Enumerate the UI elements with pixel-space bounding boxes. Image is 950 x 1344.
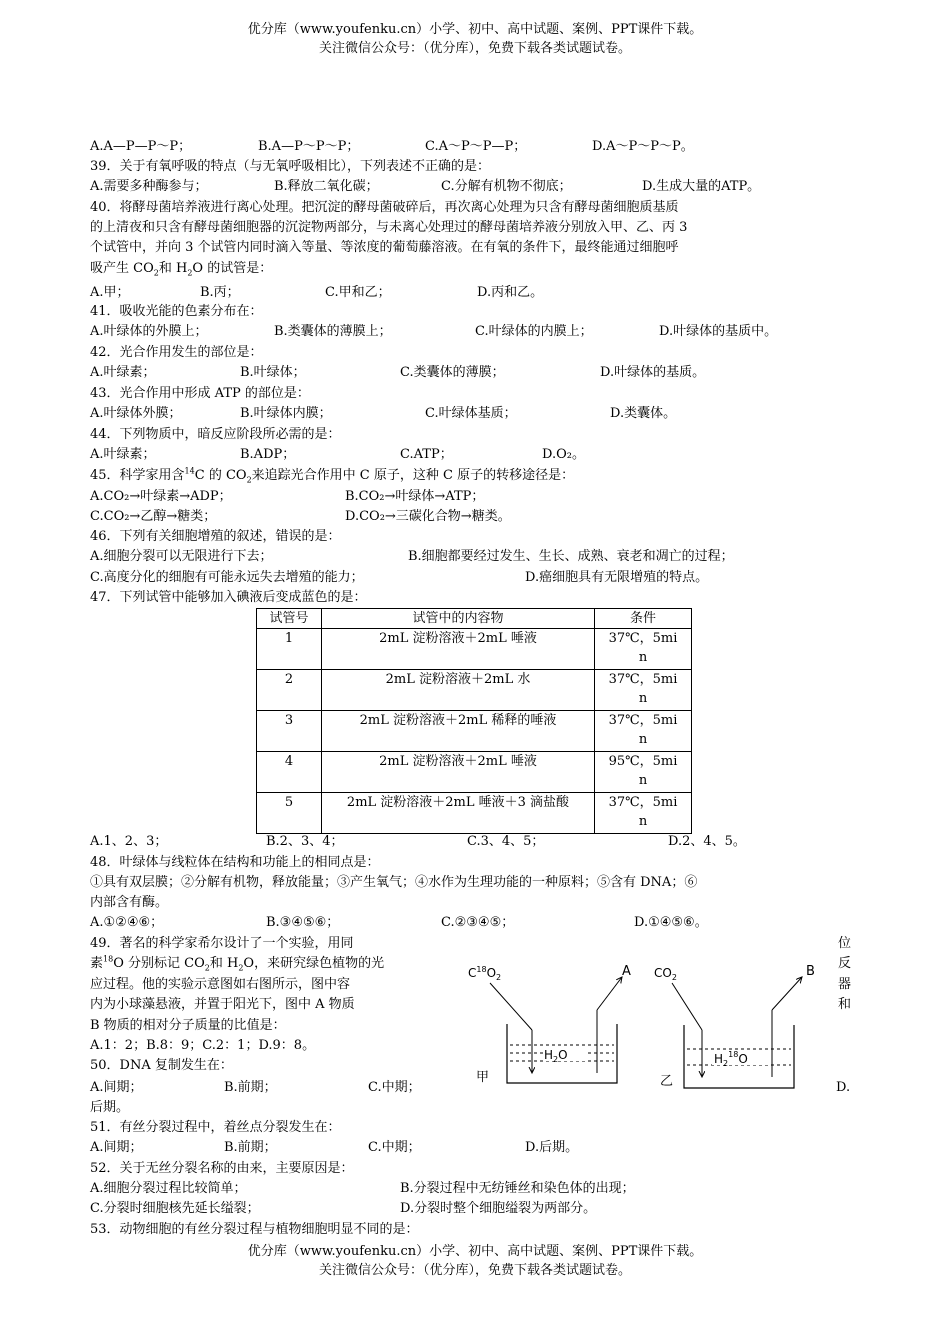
q45-option-c: C.CO₂→乙醇→糖类； [90,509,217,524]
q43-option-a: A.叶绿体外膜； [90,406,182,421]
q41-option-a: A.叶绿体的外膜上； [90,324,208,339]
q42-stem: 42．光合作用发生的部位是： [90,345,263,360]
tube-content: 2mL 淀粉溶液＋2mL 唾液＋3 滴盐酸 [322,793,595,834]
q44-option-c: C.ATP； [400,447,453,462]
condition-line-2: n [638,773,648,788]
q47-option-d: D.2、4、5。 [668,834,746,849]
condition-line-1: 37℃，5mi [608,713,678,728]
label-a: A [622,964,631,979]
q40-option-b: B.丙； [200,285,240,300]
q39-option-b: B.释放二氧化碳； [274,179,379,194]
table-row [257,752,692,793]
header-tube-no: 试管号 [257,609,322,629]
q46-option-c: C.高度分化的细胞有可能永远失去增殖的能力； [90,570,364,585]
condition-line-1: 37℃，5mi [608,672,678,687]
q42-option-d: D.叶绿体的基质。 [600,365,706,380]
q48-option-b: B.③④⑤⑥； [266,915,340,930]
q51-option-a: A.间期； [90,1140,143,1155]
q39-option-a: A.需要多种酶参与； [90,179,208,194]
q50-option-a: A.间期； [90,1080,143,1095]
table-row [257,793,692,834]
q49-options: A.1：2；B.8：9；C.2：1；D.9：8。 [90,1038,316,1053]
table-header-row [257,609,692,629]
tube-no: 4 [257,752,322,793]
tube-condition [595,629,692,670]
q51-stem: 51．有丝分裂过程中，着丝点分裂发生在： [90,1120,341,1135]
q46-option-a: A.细胞分裂可以无限进行下去； [90,549,273,564]
q45-stem: 45．科学家用含$^{14}$C 的 $CO_2$来追踪光合作用中 C 原子，这种 C 原子的转移途径是： [90,466,575,485]
q43-option-c: C.叶绿体基质； [425,406,517,421]
q52-option-c: C.分裂时细胞核先延长缢裂； [90,1201,260,1216]
h2o-label: $H_2O$ [544,1048,568,1064]
condition-line-2: n [638,814,648,829]
header-line-2: 关注微信公众号：（优分库），免费下载各类试题试卷。 [318,41,631,56]
q42-option-c: C.类囊体的薄膜； [400,365,505,380]
condition-line-2: n [638,650,648,665]
q45-option-d: D.CO₂→三碳化合物→糖类。 [345,509,511,524]
q43-option-b: B.叶绿体内膜； [240,406,332,421]
q38-option-c: C.A～P～P—P； [425,139,527,154]
header-condition: 条件 [595,609,692,629]
table-row [257,711,692,752]
q46-stem: 46．下列有关细胞增殖的叙述，错误的是： [90,529,341,544]
q38-option-d: D.A～P～P～P。 [592,139,694,154]
q41-stem: 41．吸收光能的色素分布在： [90,304,263,319]
q48-items-line-1: ①具有双层膜；②分解有机物，释放能量；③产生氧气；④水作为生理功能的一种原料；⑤含有 DNA；⑥ [90,875,698,890]
q43-stem: 43．光合作用中形成 ATP 的部位是： [90,386,310,401]
q49-side-char-3: 器 [838,977,852,992]
q49-stem-line-2: 素$^{18}$O 分别标记 $CO_2$和 $H_2O$，来研究绿色植物的光 [90,954,385,973]
q47-stem: 47．下列试管中能够加入碘液后变成蓝色的是： [90,590,367,605]
q42-option-b: B.叶绿体； [240,365,306,380]
q47-option-b: B.2、3、4； [266,834,344,849]
tube-content: 2mL 淀粉溶液＋2mL 稀释的唾液 [322,711,595,752]
q49-side-char-1: 位 [838,936,852,951]
tube-condition [595,752,692,793]
q45-option-a: A.CO₂→叶绿素→ADP； [90,489,232,504]
c18o2-label: $C^{18}O_2$ [468,965,502,982]
tube-no: 1 [257,629,322,670]
q51-option-d: D.后期。 [525,1140,579,1155]
header-content: 试管中的内容物 [322,609,595,629]
q49-side-char-2: 反 [838,956,852,971]
q40-stem-line-4: 吸产生 $CO_2$和 $H_2O$ 的试管是： [90,261,273,278]
condition-line-1: 37℃，5mi [608,795,678,810]
q50-option-c: C.中期； [368,1080,421,1095]
q48-option-d: D.①④⑤⑥。 [634,915,708,930]
q40-option-d: D.丙和乙。 [477,285,544,300]
q53-stem: 53．动物细胞的有丝分裂过程与植物细胞明显不同的是： [90,1222,419,1237]
condition-line-2: n [638,732,648,747]
q48-stem: 48．叶绿体与线粒体在结构和功能上的相同点是： [90,855,380,870]
table-row [257,670,692,711]
tube-content: 2mL 淀粉溶液＋2mL 唾液 [322,629,595,670]
q50-option-b: B.前期； [224,1080,277,1095]
q49-stem-line-3: 应过程。他的实验示意图如右图所示，图中容 [90,977,351,992]
inlet-tube-yi [672,983,702,1030]
q47-option-c: C.3、4、5； [467,834,545,849]
q52-option-a: A.细胞分裂过程比较简单； [90,1181,247,1196]
q39-option-c: C.分解有机物不彻底； [441,179,572,194]
q47-table [256,608,692,834]
q49-stem-line-1: 49．著名的科学家希尔设计了一个实验，用同 [90,936,354,951]
q42-option-a: A.叶绿素； [90,365,156,380]
q38-option-b: B.A—P～P～P； [258,139,360,154]
q39-stem: 39．关于有氧呼吸的特点（与无氧呼吸相比），下列表述不正确的是： [90,159,491,174]
tube-condition [595,793,692,834]
q44-option-b: B.ADP； [240,447,296,462]
inlet-tube-jia [490,983,532,1030]
footer-line-1: 优分库（www.youfenku.cn）小学、初中、高中试题、案例、PPT课件下载。 [247,1244,703,1259]
q40-stem-line-2: 的上清夜和只含有酵母菌细胞器的沉淀物两部分，与未离心处理过的酵母菌培养液分别放入甲、乙、丙 3 [90,220,688,235]
q49-stem-line-4: 内为小球藻悬液，并置于阳光下，图中 A 物质 [90,997,355,1012]
label-b: B [806,964,815,979]
condition-line-1: 37℃，5mi [608,631,678,646]
tube-condition [595,711,692,752]
q48-items-line-2: 内部含有酶。 [90,895,169,910]
q40-option-c: C.甲和乙； [325,285,391,300]
q51-option-c: C.中期； [368,1140,421,1155]
q52-option-b: B.分裂过程中无纺锤丝和染色体的出现； [400,1181,635,1196]
q44-stem: 44．下列物质中，暗反应阶段所必需的是： [90,427,341,442]
tube-condition [595,670,692,711]
q39-option-d: D.生成大量的ATP。 [642,179,761,194]
h218o-label: $H_2^{18}O$ [714,1050,748,1068]
condition-line-1: 95℃，5mi [608,754,678,769]
footer-line-2: 关注微信公众号：（优分库），免费下载各类试题试卷。 [318,1263,631,1278]
q46-option-d: D.癌细胞具有无限增殖的特点。 [525,570,709,585]
q40-stem-line-3: 个试管中，并向 3 个试管内同时滴入等量、等浓度的葡萄藤溶液。在有氧的条件下，最终能通过细胞呼 [90,240,679,255]
q44-option-a: A.叶绿素； [90,447,156,462]
q52-stem: 52．关于无丝分裂名称的由来，主要原因是： [90,1161,354,1176]
q49-stem-line-5: B 物质的相对分子质量的比值是： [90,1018,286,1033]
label-yi: 乙 [660,1074,674,1089]
tube-content: 2mL 淀粉溶液＋2mL 唾液 [322,752,595,793]
condition-line-2: n [638,691,648,706]
q40-option-a: A.甲； [90,285,130,300]
q46-option-b: B.细胞都要经过发生、生长、成熟、衰老和凋亡的过程； [408,549,734,564]
q50-option-d-cont: 后期。 [90,1100,130,1115]
q41-option-b: B.类囊体的薄膜上； [274,324,392,339]
q41-option-c: C.叶绿体的内膜上； [475,324,593,339]
q48-option-c: C.②③④⑤； [441,915,515,930]
q51-option-b: B.前期； [224,1140,277,1155]
tube-content: 2mL 淀粉溶液＋2mL 水 [322,670,595,711]
q40-stem-line-1: 40．将酵母菌培养液进行离心处理。把沉淀的酵母菌破碎后，再次离心处理为只含有酵母菌细胞质基质 [90,200,679,215]
q45-option-b: B.CO₂→叶绿体→ATP； [345,489,485,504]
q43-option-d: D.类囊体。 [610,406,677,421]
q41-option-d: D.叶绿体的基质中。 [659,324,778,339]
q50-option-d: D. [836,1080,851,1095]
q48-option-a: A.①②④⑥； [90,915,164,930]
q49-experiment-figure [462,955,834,1095]
table-row [257,629,692,670]
q44-option-d: D.O₂。 [542,447,585,462]
q52-option-d: D.分裂时整个细胞缢裂为两部分。 [400,1201,597,1216]
header-line-1: 优分库（www.youfenku.cn）小学、初中、高中试题、案例、PPT课件下载。 [247,22,703,37]
tube-no: 2 [257,670,322,711]
tube-no: 3 [257,711,322,752]
q49-side-char-4: 和 [838,997,852,1012]
label-jia: 甲 [476,1070,490,1085]
q50-stem: 50．DNA 复制发生在： [90,1058,233,1073]
q47-option-a: A.1、2、3； [90,834,168,849]
q38-option-a: A.A—P—P～P； [90,139,192,154]
tube-no: 5 [257,793,322,834]
co2-label: $CO_2$ [654,966,677,982]
